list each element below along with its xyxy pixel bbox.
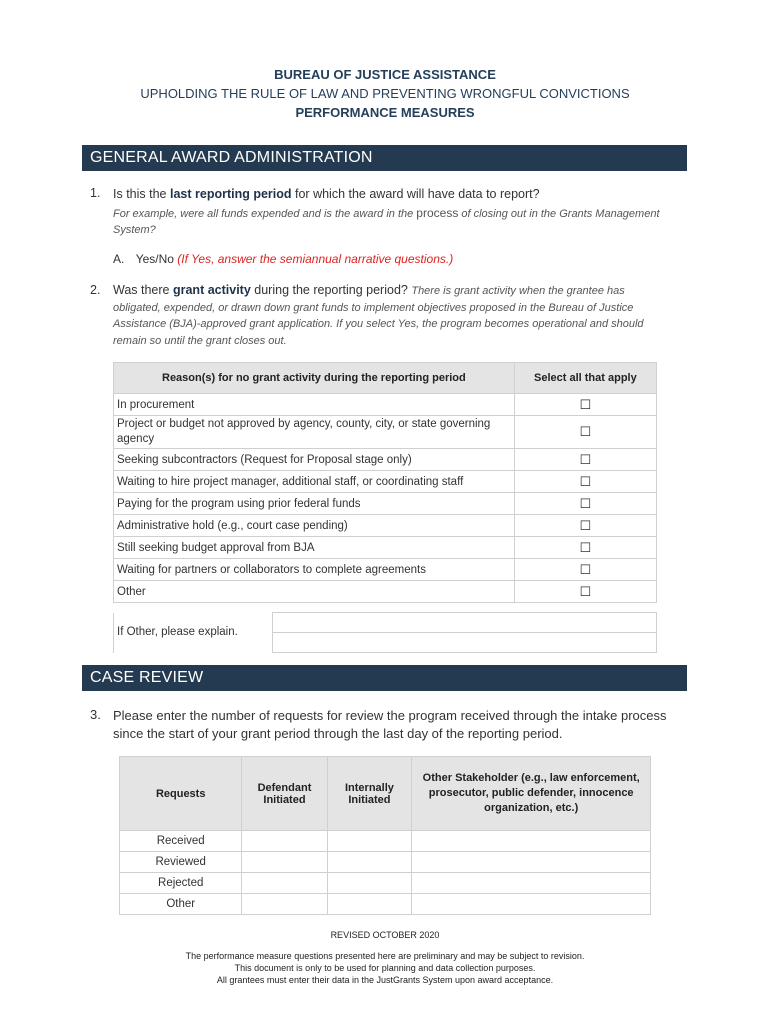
header-doc-title: PERFORMANCE MEASURES bbox=[295, 105, 475, 120]
table-row: Project or budget not approved by agency, county, city, or state governing agency ☐ bbox=[114, 416, 657, 449]
q1-option[interactable] bbox=[113, 252, 453, 266]
checkbox[interactable]: ☐ bbox=[514, 559, 656, 581]
q1-text-post: for which the award will have data to report? bbox=[291, 187, 540, 201]
table-row: Paying for the program using prior federal funds ☐ bbox=[114, 493, 657, 515]
question-number: 3. bbox=[90, 707, 101, 722]
select-col-header: Select all that apply bbox=[514, 363, 656, 394]
q3-text: Please enter the number of requests for review the program received through the intake process since the start of your grant period through the last day of the reporting period. bbox=[113, 708, 667, 741]
q2-text-bold: grant activity bbox=[172, 283, 251, 297]
input-cell[interactable] bbox=[327, 873, 412, 894]
q1-text-bold: last reporting period bbox=[169, 187, 292, 201]
checkbox[interactable]: ☐ bbox=[514, 537, 656, 559]
table-row: Waiting for partners or collaborators to complete agreements ☐ bbox=[114, 559, 657, 581]
table-row: Seeking subcontractors (Request for Proposal stage only) ☐ bbox=[114, 449, 657, 471]
table-row: Other bbox=[120, 894, 651, 915]
option-note: (If Yes, answer the semiannual narrative questions.) bbox=[177, 252, 454, 266]
other-explain-input-2[interactable] bbox=[273, 633, 657, 653]
other-explain-table bbox=[113, 612, 657, 653]
input-cell[interactable] bbox=[412, 852, 651, 873]
q2-hint: There is grant activity when the grantee has obligated, expended, or drawn down grant funds to implement objectives proposed in the Bureau of Justice Assistance (BJA)-approved grant application. If you select Yes, the program becomes operational and should remain so until the grant closes out. bbox=[113, 285, 644, 347]
table-row: Administrative hold (e.g., court case pending) ☐ bbox=[114, 515, 657, 537]
input-cell[interactable] bbox=[327, 852, 412, 873]
defendant-col-header: Defendant Initiated bbox=[242, 757, 327, 831]
revised-date: REVISED OCTOBER 2020 bbox=[330, 930, 440, 940]
section-case-review: CASE REVIEW bbox=[82, 665, 687, 691]
other-explain-input[interactable] bbox=[273, 613, 657, 633]
footer-line-1: The performance measure questions presented here are preliminary and may be subject to revision. bbox=[185, 951, 585, 961]
option-yes-no: Yes/No bbox=[135, 252, 174, 266]
input-cell[interactable] bbox=[242, 831, 327, 852]
section-general-award: GENERAL AWARD ADMINISTRATION bbox=[82, 145, 687, 171]
input-cell[interactable] bbox=[242, 852, 327, 873]
table-row: Other ☐ bbox=[114, 581, 657, 603]
requests-col-header: Requests bbox=[120, 757, 242, 831]
input-cell[interactable] bbox=[412, 894, 651, 915]
table-row: Waiting to hire project manager, additional staff, or coordinating staff ☐ bbox=[114, 471, 657, 493]
table-row: In procurement ☐ bbox=[114, 394, 657, 416]
table-row: Still seeking budget approval from BJA ☐ bbox=[114, 537, 657, 559]
table-row: Received bbox=[120, 831, 651, 852]
question-number: 2. bbox=[90, 283, 101, 297]
q1-text-pre: Is this the bbox=[113, 187, 170, 201]
checkbox[interactable]: ☐ bbox=[514, 449, 656, 471]
input-cell[interactable] bbox=[327, 831, 412, 852]
checkbox[interactable]: ☐ bbox=[514, 515, 656, 537]
footer-line-2: This document is only to be used for planning and data collection purposes. bbox=[234, 963, 536, 973]
input-cell[interactable] bbox=[327, 894, 412, 915]
input-cell[interactable] bbox=[412, 873, 651, 894]
reasons-col-header: Reason(s) for no grant activity during the reporting period bbox=[114, 363, 515, 394]
footer-line-3: All grantees must enter their data in the JustGrants System upon award acceptance. bbox=[216, 975, 554, 985]
input-cell[interactable] bbox=[242, 873, 327, 894]
checkbox[interactable]: ☐ bbox=[514, 471, 656, 493]
table-row: Reviewed bbox=[120, 852, 651, 873]
question-number: 1. bbox=[90, 186, 101, 200]
checkbox[interactable]: ☐ bbox=[514, 493, 656, 515]
q2-text-post: during the reporting period? bbox=[250, 283, 408, 297]
other-explain-label: If Other, please explain. bbox=[114, 613, 273, 653]
input-cell[interactable] bbox=[412, 831, 651, 852]
input-cell[interactable] bbox=[242, 894, 327, 915]
q1-hint: For example, were all funds expended and is the award in the process of closing out in the Grants Management System? bbox=[113, 206, 660, 236]
header-agency: BUREAU OF JUSTICE ASSISTANCE bbox=[274, 67, 496, 82]
requests-table bbox=[119, 756, 651, 915]
header-program: UPHOLDING THE RULE OF LAW AND PREVENTING WRONGFUL CONVICTIONS bbox=[140, 86, 630, 101]
stakeholder-col-header: Other Stakeholder (e.g., law enforcement, prosecutor, public defender, innocence organization, etc.) bbox=[412, 757, 651, 831]
checkbox[interactable]: ☐ bbox=[514, 416, 656, 449]
option-letter: A. bbox=[113, 252, 125, 266]
q2-text-pre: Was there bbox=[113, 283, 173, 297]
internal-col-header: Internally Initiated bbox=[327, 757, 412, 831]
table-row: Rejected bbox=[120, 873, 651, 894]
checkbox[interactable]: ☐ bbox=[514, 581, 656, 603]
reasons-table bbox=[113, 362, 657, 603]
checkbox[interactable]: ☐ bbox=[514, 394, 656, 416]
